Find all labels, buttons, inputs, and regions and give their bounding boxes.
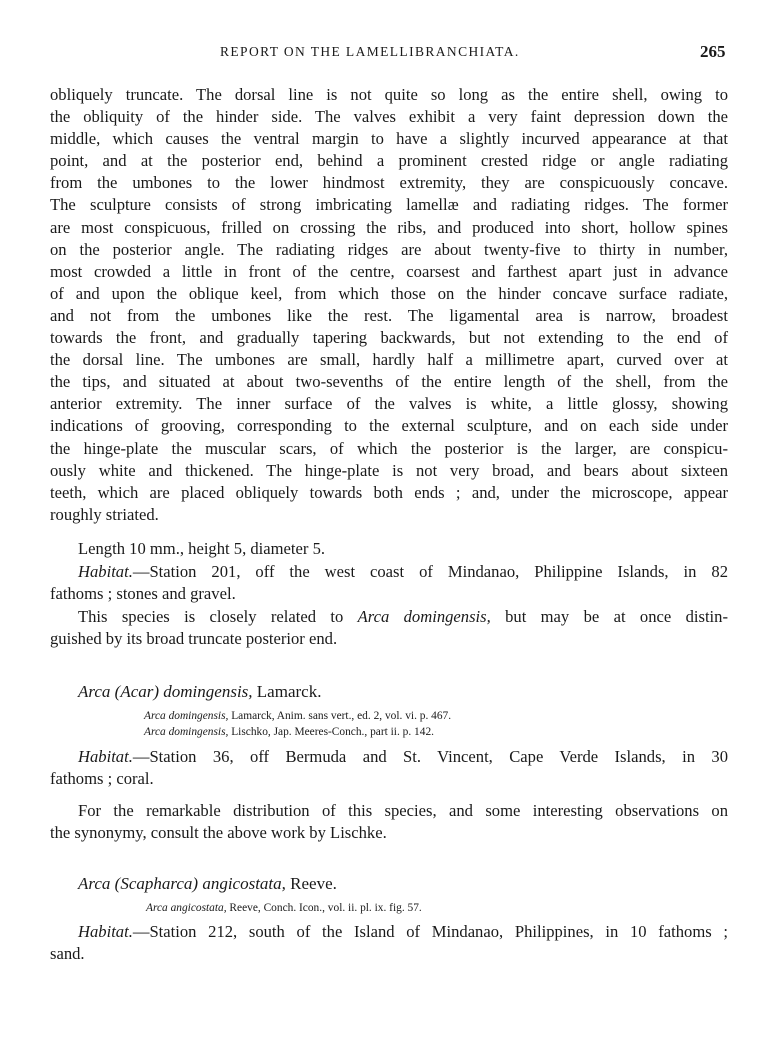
- note-text: For the remarkable distribution of this species, and some interesting observations on: [78, 801, 728, 820]
- habitat-entry-1: [50, 561, 728, 605]
- running-title: REPORT ON THE LAMELLIBRANCHIATA.: [220, 44, 520, 59]
- text-line: the tips, and situated at about two-sevenths of the entire length of the shell, from the: [50, 372, 728, 392]
- text-line: the hinge-plate the muscular scars, of which the posterior is the larger, are conspicu-: [50, 438, 728, 458]
- species-author: Reeve.: [285, 874, 337, 893]
- text-line: the obliquity of the hinder side. The valves exhibit a very faint depression down the: [50, 107, 728, 127]
- page-header: [0, 44, 776, 66]
- habitat-text: —Station 201, off the west coast of Mindanao, Philippine Islands, in 82: [132, 562, 728, 581]
- ref-taxon: Arca domingensis,: [144, 710, 229, 722]
- species-heading: [78, 874, 337, 894]
- measurements: Length 10 mm., height 5, diameter 5.: [78, 539, 326, 558]
- relation-text: This species is closely related to: [78, 607, 358, 626]
- text-line: most crowded a little in front of the centre, coarsest and farthest apart just in advance: [50, 261, 728, 281]
- text-line: are most conspicuous, frilled on crossing the ribs, and produced into short, hollow spines: [50, 217, 728, 237]
- text-line: towards the front, and gradually tapering backwards, but not extending to the end of: [50, 328, 728, 348]
- ref-taxon: Arca angicostata,: [146, 902, 227, 914]
- description-paragraph: [50, 84, 728, 526]
- habitat-text: sand.: [50, 944, 85, 963]
- synonymy-reference: [146, 902, 422, 914]
- relation-text: but may be at once distin-: [490, 607, 728, 626]
- habitat-label: Habitat.: [78, 747, 133, 766]
- relation-paragraph: [50, 606, 728, 650]
- ref-citation: Lamarck, Anim. sans vert., ed. 2, vol. vi. p. 467.: [228, 710, 452, 722]
- page-number: 265: [700, 42, 726, 61]
- text-line: obliquely truncate. The dorsal line is not quite so long as the entire shell, owing to: [50, 85, 728, 104]
- text-line: ously white and thickened. The hinge-plate is not very broad, and bears about sixteen: [50, 460, 728, 480]
- text-line: middle, which causes the ventral margin to have a slightly incurved appearance at that: [50, 129, 728, 149]
- species-name: Arca (Scapharca) angicostata,: [78, 874, 286, 893]
- text-line: anterior extremity. The inner surface of the valves is white, a little glossy, showing: [50, 394, 728, 414]
- habitat-label: Habitat.: [78, 562, 133, 581]
- habitat-label: Habitat.: [78, 922, 133, 941]
- text-line: point, and at the posterior end, behind a prominent crested ridge or angle radiating: [50, 151, 728, 171]
- habitat-text: —Station 36, off Bermuda and St. Vincent, Cape Verde Islands, in 30: [132, 747, 728, 766]
- species-name: Arca (Acar) domingensis,: [78, 682, 253, 701]
- relation-text: guished by its broad truncate posterior end.: [50, 629, 338, 648]
- text-line: on the posterior angle. The radiating ridges are about twenty-five to thirty in number,: [50, 239, 728, 259]
- text-line: and not from the umbones like the rest. The ligamental area is narrow, broadest: [50, 305, 728, 325]
- synonymy-reference: [144, 726, 434, 738]
- text-line: of and upon the oblique keel, from which those on the hinder concave surface radiate,: [50, 283, 728, 303]
- ref-citation: Reeve, Conch. Icon., vol. ii. pl. ix. fig. 57.: [226, 902, 422, 914]
- text-line: the dorsal line. The umbones are small, hardly half a millimetre apart, curved over at: [50, 350, 728, 370]
- text-line: from the umbones to the lower hindmost extremity, they are conspicuously concave.: [50, 173, 728, 193]
- species-heading: [78, 682, 321, 702]
- species-reference: Arca domingensis,: [357, 607, 491, 626]
- species-author: Lamarck.: [252, 682, 322, 701]
- note-text: the synonymy, consult the above work by Lischke.: [50, 823, 387, 842]
- distribution-note: [50, 800, 728, 844]
- text-line: The sculpture consists of strong imbricating lamellæ and radiating ridges. The former: [50, 195, 728, 215]
- text-line: roughly striated.: [50, 504, 159, 524]
- text-line: indications of grooving, corresponding to the external sculpture, and on each side under: [50, 416, 728, 436]
- ref-taxon: Arca domingensis,: [144, 726, 229, 738]
- text-line: teeth, which are placed obliquely towards both ends ; and, under the microscope, appear: [50, 482, 728, 502]
- ref-citation: Lischko, Jap. Meeres-Conch., part ii. p. 142.: [228, 726, 434, 738]
- habitat-text: fathoms ; coral.: [50, 769, 154, 788]
- habitat-text: fathoms ; stones and gravel.: [50, 584, 236, 603]
- synonymy-reference: [144, 710, 451, 722]
- habitat-entry-3: [50, 921, 728, 965]
- habitat-text: —Station 212, south of the Island of Mindanao, Philippines, in 10 fathoms ;: [132, 922, 728, 941]
- habitat-entry-2: [50, 746, 728, 790]
